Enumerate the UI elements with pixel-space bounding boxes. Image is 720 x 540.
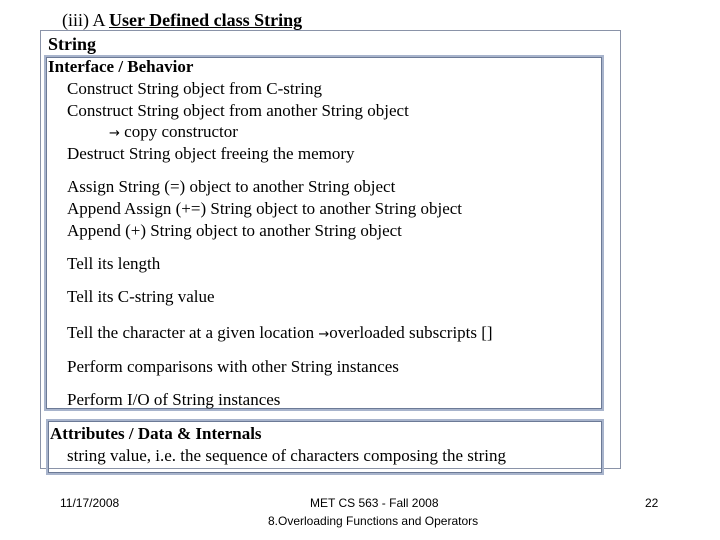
interface-item: Tell its C-string value xyxy=(67,287,215,306)
interface-item: Tell the character at a given location xyxy=(67,323,315,342)
interface-item: Assign String (=) object to another String object xyxy=(67,177,396,196)
right-arrow-icon: → xyxy=(318,327,330,342)
attributes-header: Attributes / Data & Internals xyxy=(50,424,262,443)
interface-item: Perform comparisons with other String instances xyxy=(67,357,399,376)
interface-header: Interface / Behavior xyxy=(48,57,194,76)
interface-item: Append Assign (+=) String object to another String object xyxy=(67,199,463,218)
title-prefix: (iii) A xyxy=(62,10,110,30)
copy-constructor-line xyxy=(109,122,238,142)
interface-item: Construct String object from C-string xyxy=(67,79,322,98)
attribute-item: string value, i.e. the sequence of characters composing the string xyxy=(67,446,507,465)
interface-item: overloaded subscripts [] xyxy=(329,323,493,342)
footer-course: MET CS 563 - Fall 2008 xyxy=(310,496,439,510)
interface-item: Tell its length xyxy=(67,254,161,273)
title-underlined: User Defined class String xyxy=(109,10,303,30)
footer-topic: 8.Overloading Functions and Operators xyxy=(268,514,479,528)
interface-item: copy constructor xyxy=(124,122,238,141)
footer-date: 11/17/2008 xyxy=(60,496,120,510)
interface-item: Perform I/O of String instances xyxy=(67,390,281,409)
slide-title xyxy=(62,10,302,31)
interface-item: Append (+) String object to another String object xyxy=(67,221,402,240)
interface-item: Construct String object from another String object xyxy=(67,101,409,120)
interface-item: Destruct String object freeing the memory xyxy=(67,144,355,163)
right-arrow-icon: → xyxy=(109,126,120,141)
footer-page-number: 22 xyxy=(645,496,659,510)
subscript-line xyxy=(67,323,493,343)
class-name: String xyxy=(48,34,97,54)
